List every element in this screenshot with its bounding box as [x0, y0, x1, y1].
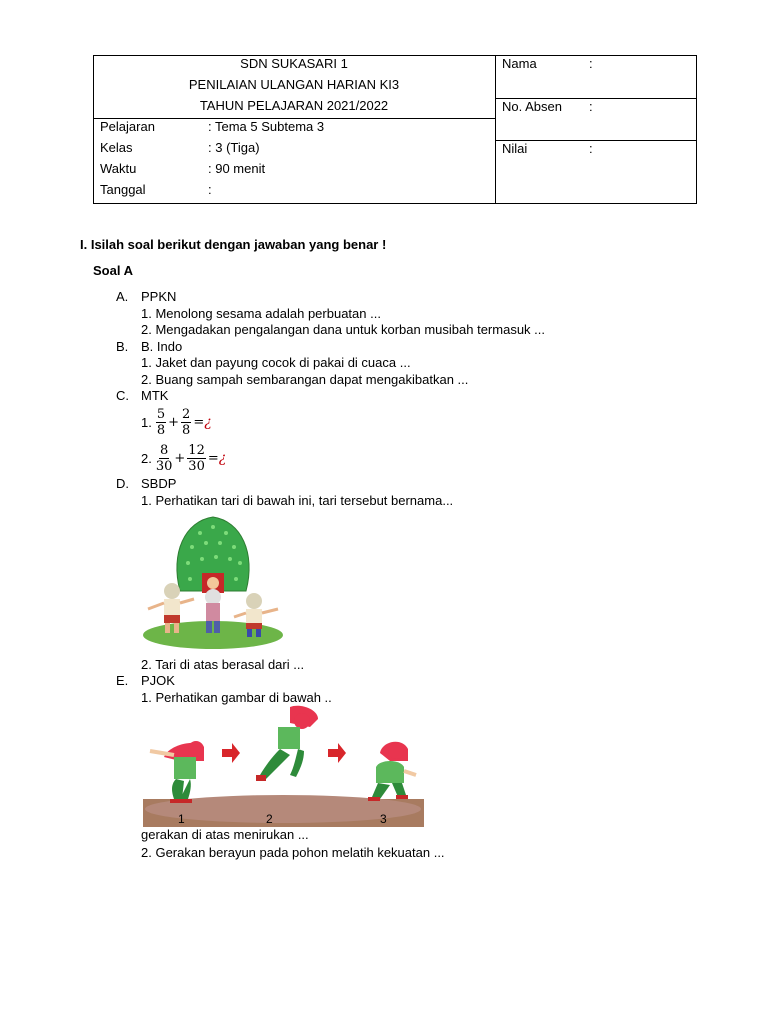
figure-label-3: 3: [380, 812, 387, 826]
field-value-pelajaran: : Tema 5 Subtema 3: [208, 119, 325, 134]
question-mtk-2: [141, 441, 226, 475]
field-value-waktu: : 90 menit: [208, 161, 266, 176]
school-name: SDN SUKASARI 1: [240, 56, 348, 71]
numerator: 12: [188, 442, 205, 458]
section-letter-c: C.: [116, 388, 129, 403]
question-bindo-1: 1. Jaket dan payung cocok di pakai di cuaca ...: [141, 355, 411, 370]
denominator: 30: [188, 458, 205, 474]
field-label-nama: Nama: [502, 56, 537, 71]
header-divider-vertical: [495, 55, 496, 204]
child-step-1: [150, 741, 204, 803]
fraction-5-8: [156, 407, 166, 438]
field-value-kelas: : 3 (Tiga): [208, 140, 260, 155]
question-pjok-1: 1. Perhatikan gambar di bawah ..: [141, 690, 332, 705]
field-label-kelas: Kelas: [100, 140, 133, 155]
question-ppkn-2: 2. Mengadakan pengalangan dana untuk korban musibah termasuk ...: [141, 322, 545, 337]
field-label-pelajaran: Pelajaran: [100, 119, 155, 134]
section-title-pjok: PJOK: [141, 673, 175, 688]
section-title-mtk: MTK: [141, 388, 169, 403]
field-label-tanggal: Tanggal: [100, 182, 146, 197]
fraction-12-30: [187, 443, 206, 474]
field-colon-absen: :: [589, 99, 593, 114]
equals-sign: =: [193, 414, 205, 430]
section-letter-a: A.: [116, 289, 129, 304]
field-label-absen: No. Absen: [502, 99, 562, 114]
question-mtk-1-number: 1.: [141, 414, 152, 430]
field-value-tanggal: :: [208, 182, 212, 197]
denominator: 8: [156, 422, 166, 438]
question-sbdp-2: 2. Tari di atas berasal dari ...: [141, 657, 305, 672]
denominator: 8: [182, 422, 191, 438]
fraction-8-30: [156, 443, 173, 474]
field-label-nilai: Nilai: [502, 141, 528, 156]
denominator: 30: [155, 458, 173, 474]
section-letter-d: D.: [116, 476, 129, 491]
numerator: 8: [159, 442, 169, 458]
plus-sign: +: [168, 414, 180, 430]
question-mtk-2-number: 2.: [141, 450, 152, 466]
reog-dance-illustration: [140, 513, 286, 653]
fraction-2-8: [181, 407, 191, 438]
arrow-icon-2: [328, 743, 346, 763]
question-pjok-caption: gerakan di atas menirukan ...: [141, 827, 309, 842]
section-title-bindo: B. Indo: [141, 339, 183, 354]
question-bindo-2: 2. Buang sampah sembarangan dapat mengakibatkan ...: [141, 372, 469, 387]
question-mtk-1: [141, 405, 212, 439]
section-title-sbdp: SBDP: [141, 476, 177, 491]
question-sbdp-1: 1. Perhatikan tari di bawah ini, tari tersebut bernama...: [141, 493, 454, 508]
section-title: Soal A: [93, 263, 133, 278]
plus-sign: +: [174, 450, 186, 466]
academic-year: TAHUN PELAJARAN 2021/2022: [199, 98, 389, 113]
figure-label-2: 2: [266, 812, 273, 826]
child-step-2: [256, 706, 318, 781]
answer-placeholder: ¿: [204, 414, 212, 430]
section-title-ppkn: PPKN: [141, 289, 177, 304]
answer-placeholder: ¿: [218, 450, 227, 466]
equals-sign: =: [207, 450, 219, 466]
child-step-3: [368, 742, 416, 801]
question-pjok-2: 2. Gerakan berayun pada pohon melatih kekuatan ...: [141, 845, 445, 860]
field-label-waktu: Waktu: [100, 161, 137, 176]
exam-title: PENILAIAN ULANGAN HARIAN KI3: [188, 77, 400, 92]
field-colon-nama: :: [589, 56, 593, 71]
numerator: 5: [156, 406, 166, 422]
question-ppkn-1: 1. Menolong sesama adalah perbuatan ...: [141, 306, 381, 321]
instruction-heading: I. Isilah soal berikut dengan jawaban yang benar !: [80, 237, 387, 252]
mask-face: [207, 577, 219, 589]
arrow-icon-1: [222, 743, 240, 763]
figure-label-1: 1: [178, 812, 185, 826]
section-letter-e: E.: [116, 673, 129, 688]
section-letter-b: B.: [116, 339, 129, 354]
field-colon-nilai: :: [589, 141, 593, 156]
numerator: 2: [182, 406, 191, 422]
jumping-sequence-illustration: [140, 705, 426, 829]
